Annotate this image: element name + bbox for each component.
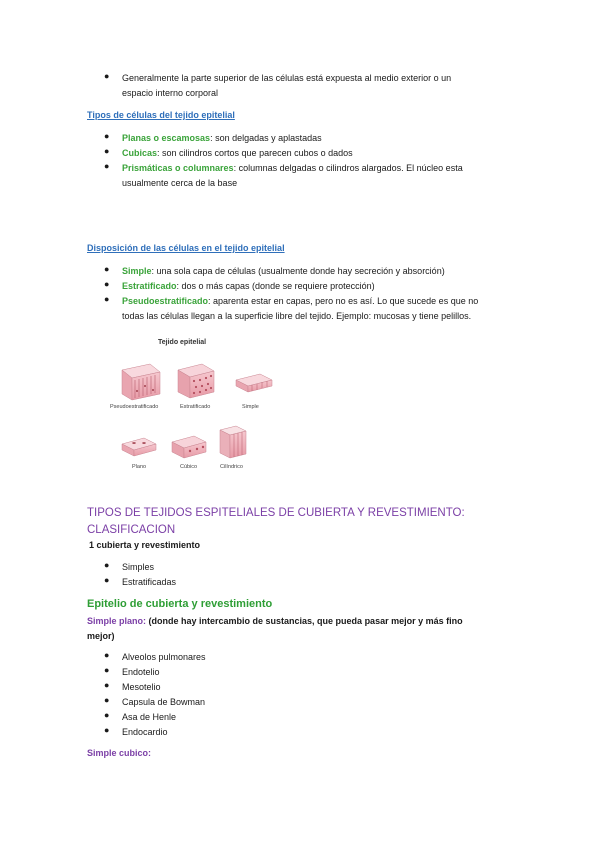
list-item: [104, 161, 522, 191]
classification-subtitle: 1 cubierta y revestimiento: [89, 540, 201, 550]
bullet-icon: ●: [104, 161, 110, 171]
label-cilindrico: Cilíndrico: [220, 464, 243, 470]
disposicion-list: [104, 264, 532, 324]
tipos-list: [104, 131, 522, 191]
bullet-icon: ●: [104, 131, 110, 141]
classification-item-estratificadas: Estratificadas: [122, 577, 177, 587]
classification-list: [104, 560, 422, 590]
bullet-icon: ●: [104, 725, 110, 735]
figure-title: Tejido epitelial: [158, 339, 207, 346]
main-title-line-1: TIPOS DE TEJIDOS ESPITELIALES DE CUBIERTA Y REVESTIMIENTO:: [87, 507, 465, 519]
list-item: [104, 695, 422, 710]
pseudostratified-block: [122, 364, 160, 400]
intro-list: [104, 71, 522, 101]
squamous-block: [122, 438, 156, 456]
columnar-block: [220, 426, 246, 458]
label-pseudoestratificado: Pseudoestratificado: [110, 404, 159, 410]
item-endotelio: Endotelio: [122, 667, 160, 677]
term-pseudoestratificado: Pseudoestratificado: [122, 296, 209, 306]
desc-pseudoestratificado: : aparenta estar en capas, pero no es así. Lo que sucede es que no: [208, 296, 479, 306]
label-simple: Simple: [242, 404, 259, 410]
bullet-icon: ●: [104, 665, 110, 675]
heading-tipos-celulas[interactable]: Tipos de células del tejido epitelial: [87, 110, 235, 120]
bullet-icon: ●: [104, 279, 110, 289]
simple-plano-label: Simple plano:: [87, 616, 147, 626]
list-item: [104, 710, 422, 725]
bullet-icon: ●: [104, 294, 110, 304]
item-mesotelio: Mesotelio: [122, 682, 161, 692]
item-endocardio: Endocardio: [122, 727, 168, 737]
bullet-icon: ●: [104, 575, 110, 585]
epithelial-tissue-figure: [110, 336, 280, 476]
cuboidal-block: [172, 436, 206, 458]
simple-plano-list: [104, 650, 422, 740]
main-title: [87, 505, 557, 539]
list-item: [104, 665, 422, 680]
simple-block: [236, 374, 272, 392]
list-item: [104, 131, 522, 146]
bullet-icon: ●: [104, 560, 110, 570]
bullet-icon: ●: [104, 650, 110, 660]
bullet-icon: ●: [104, 71, 110, 81]
desc-cubicas: : son cilindros cortos que parecen cubos o dados: [157, 148, 353, 158]
term-planas: Planas o escamosas: [122, 133, 211, 143]
main-title-line-2: CLASIFICACION: [87, 524, 176, 536]
label-plano: Plano: [132, 464, 147, 470]
intro-line-1: Generalmente la parte superior de las células está expuesta al medio exterior o un: [122, 73, 452, 83]
heading-disposicion[interactable]: Disposición de las células en el tejido epitelial: [87, 243, 285, 253]
list-item: [104, 575, 422, 590]
list-item: [104, 146, 522, 161]
bullet-icon: ●: [104, 710, 110, 720]
list-item: [104, 264, 532, 279]
simple-plano-paragraph: [87, 614, 517, 644]
desc-prismaticas: : columnas delgadas o cilindros alargados. El núcleo esta: [233, 163, 463, 173]
item-capsula: Capsula de Bowman: [122, 697, 206, 707]
desc-prismaticas-cont: usualmente cerca de la base: [122, 178, 238, 188]
label-cubico: Cúbico: [180, 464, 198, 470]
bullet-icon: ●: [104, 146, 110, 156]
bullet-icon: ●: [104, 264, 110, 274]
list-item: [104, 71, 522, 101]
simple-cubico-label: Simple cubico:: [87, 748, 152, 758]
list-item: [104, 650, 422, 665]
simple-plano-desc-1: (donde hay intercambio de sustancias, que pueda pasar mejor y más fino: [146, 616, 463, 626]
term-simple: Simple: [122, 266, 152, 276]
desc-simple: : una sola capa de células (usualmente donde hay secreción y absorción): [151, 266, 445, 276]
stratified-block: [178, 364, 214, 398]
intro-line-2: espacio interno corporal: [122, 88, 219, 98]
desc-planas: : son delgadas y aplastadas: [210, 133, 322, 143]
list-item: [104, 294, 532, 324]
item-asa-henle: Asa de Henle: [122, 712, 177, 722]
term-estratificado: Estratificado: [122, 281, 177, 291]
desc-estratificado: : dos o más capas (donde se requiere protección): [176, 281, 375, 291]
label-estratificado: Estratificado: [180, 404, 211, 410]
simple-plano-desc-2: mejor): [87, 631, 115, 641]
list-item: [104, 725, 422, 740]
list-item: [104, 560, 422, 575]
term-cubicas: Cubicas: [122, 148, 158, 158]
desc-pseudoestratificado-cont: todas las células llegan a la superficie libre del tejido. Ejemplo: mucosas y tiene pelillos.: [122, 311, 472, 321]
epitelio-heading: Epitelio de cubierta y revestimiento: [87, 598, 273, 610]
term-prismaticas: Prismáticas o columnares: [122, 163, 234, 173]
bullet-icon: ●: [104, 680, 110, 690]
item-alveolos: Alveolos pulmonares: [122, 652, 206, 662]
bullet-icon: ●: [104, 695, 110, 705]
list-item: [104, 680, 422, 695]
list-item: [104, 279, 532, 294]
classification-item-simples: Simples: [122, 562, 155, 572]
